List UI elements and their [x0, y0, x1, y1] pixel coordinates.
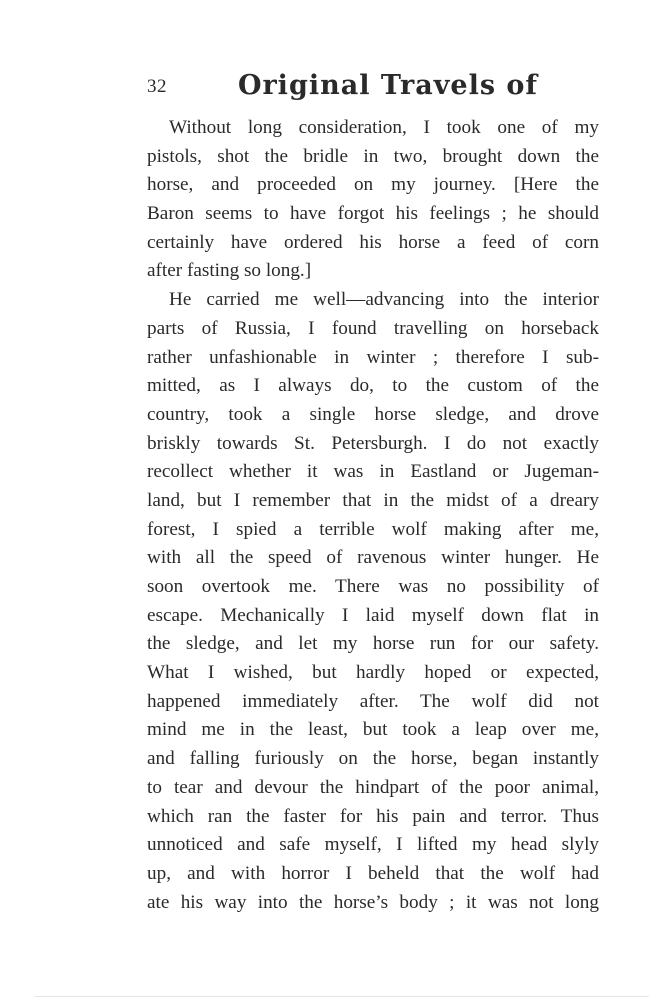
text-line: after fasting so long.]: [147, 260, 312, 282]
text-line: recollect whether it was in Eastland or Jugeman-: [147, 461, 599, 483]
text-line: soon overtook me. There was no possibility of: [147, 576, 599, 597]
text-line: country, took a single horse sledge, and drove: [147, 403, 599, 425]
page-number: 32: [147, 76, 167, 97]
text-line: Without long consideration, I took one of my: [169, 117, 599, 138]
text-line: parts of Russia, I found travelling on horseback: [147, 317, 599, 339]
text-line: mitted, as I always do, to the custom of the: [147, 375, 599, 397]
text-line: happened immediately after. The wolf did not: [147, 690, 599, 712]
text-line: escape. Mechanically I laid myself down flat in: [147, 604, 599, 626]
body-text: [147, 114, 599, 917]
text-line: and falling furiously on the horse, began instantly: [147, 748, 599, 770]
text-line: Baron seems to have forgot his feelings ; he should: [147, 203, 599, 225]
text-line: up, and with horror I beheld that the wolf had: [147, 862, 599, 884]
text-line: He carried me well—advancing into the interior: [169, 289, 599, 311]
text-line: to tear and devour the hindpart of the poor animal,: [147, 776, 599, 798]
text-line: What I wished, but hardly hoped or expected,: [147, 662, 599, 684]
running-title: Original Travels of: [237, 70, 539, 101]
text-line: pistols, shot the bridle in two, brought down the: [147, 145, 599, 167]
text-line: horse, and proceeded on my journey. [Here the: [147, 174, 599, 196]
running-head: [147, 70, 599, 106]
text-line: mind me in the least, but took a leap over me,: [147, 719, 599, 741]
text-line: ate his way into the horse’s body ; it was not long: [147, 891, 599, 913]
text-line: the sledge, and let my horse run for our safety.: [147, 633, 599, 655]
page-edge-rule: [35, 996, 649, 997]
text-line: unnoticed and safe myself, I lifted my head slyly: [147, 834, 599, 856]
text-line: with all the speed of ravenous winter hunger. He: [147, 547, 599, 569]
text-line: rather unfashionable in winter ; therefore I sub-: [147, 346, 599, 368]
text-line: forest, I spied a terrible wolf making after me,: [147, 518, 599, 540]
text-line: land, but I remember that in the midst of a dreary: [147, 489, 599, 511]
text-line: certainly have ordered his horse a feed of corn: [147, 231, 599, 253]
text-line: briskly towards St. Petersburgh. I do not exactly: [147, 432, 599, 454]
text-line: which ran the faster for his pain and terror. Thus: [147, 805, 599, 827]
